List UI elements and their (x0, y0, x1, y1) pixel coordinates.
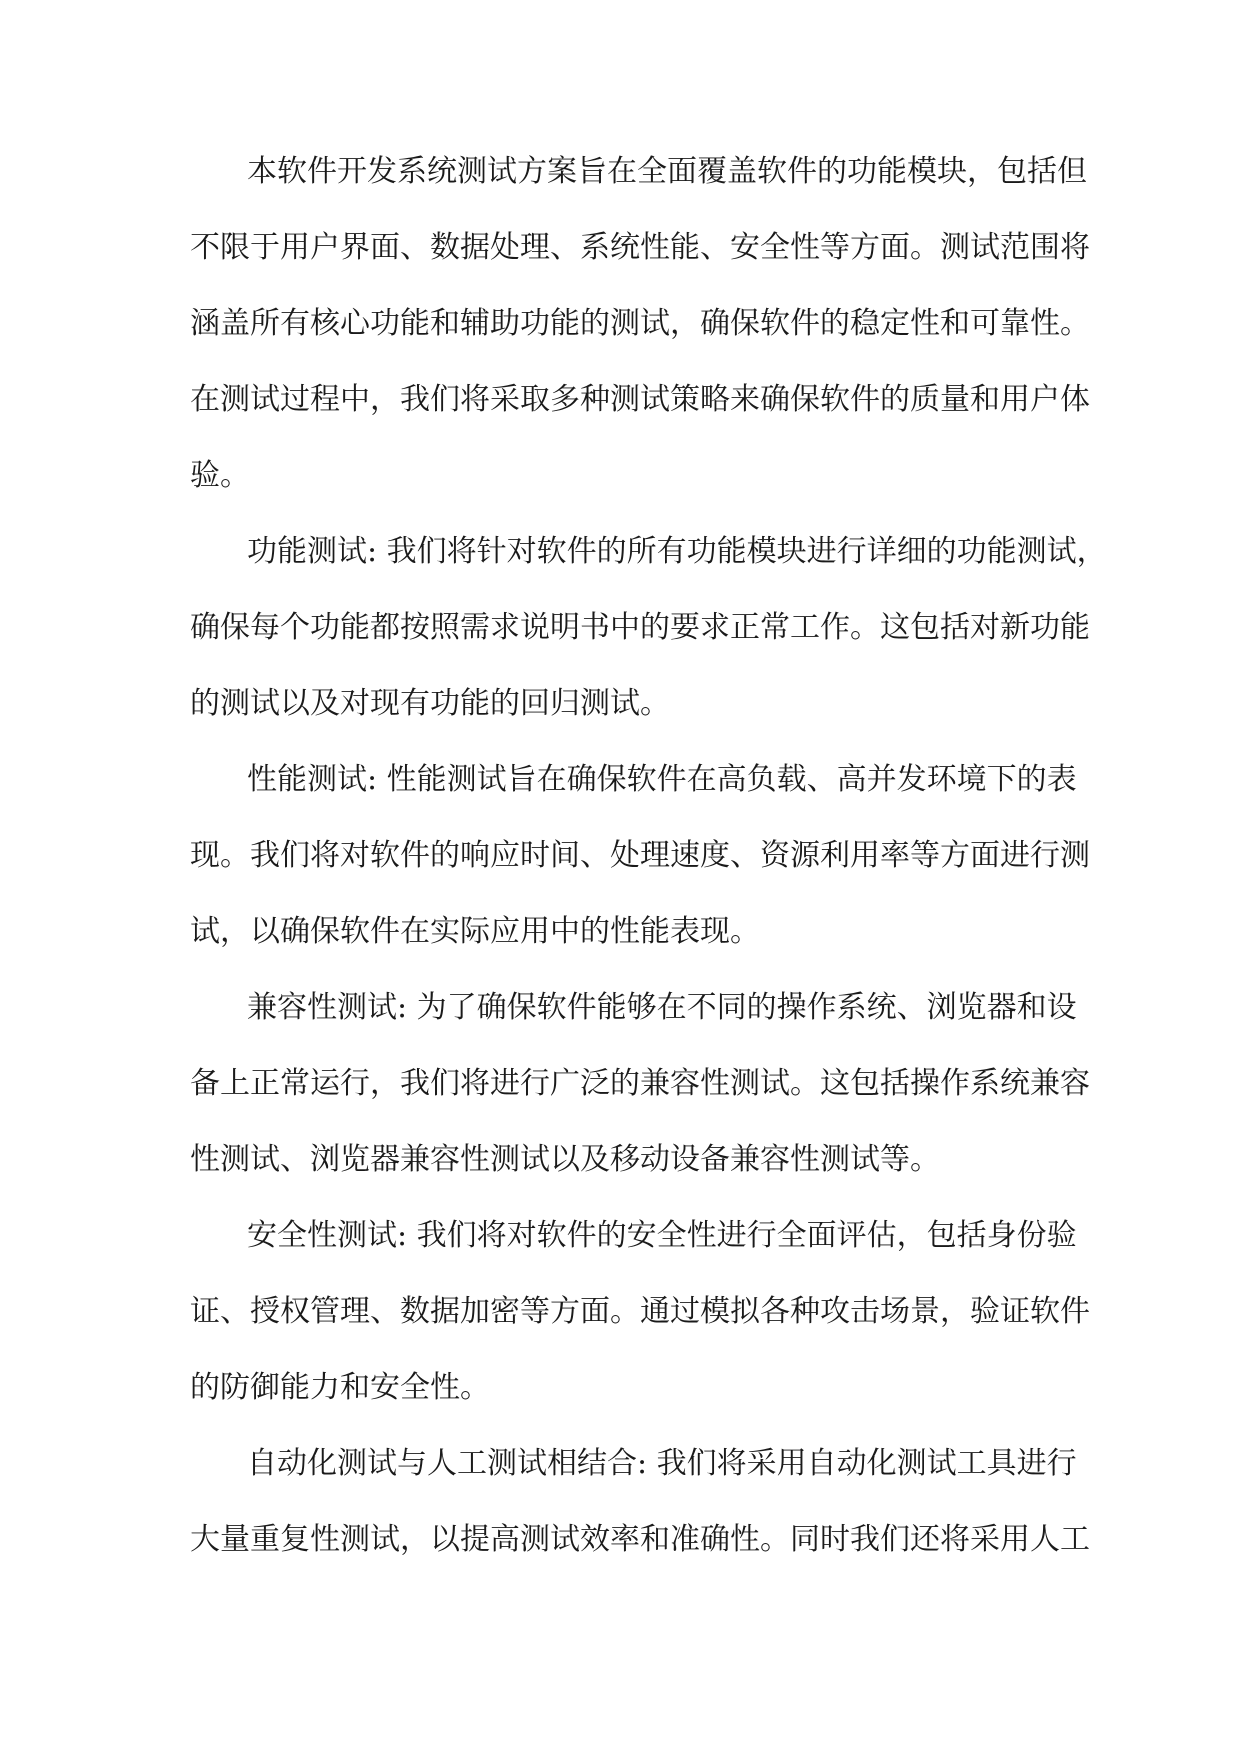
paragraph-6-line-2: 大量重复性测试，以提高测试效率和准确性。同时我们还将采用人工 (190, 1522, 1090, 1557)
paragraph-5-line-2: 证、授权管理、数据加密等方面。通过模拟各种攻击场景，验证软件 (190, 1294, 1090, 1329)
paragraph-5-line-3: 的防御能力和安全性。 (190, 1370, 490, 1405)
paragraph-4-line-2: 备上正常运行，我们将进行广泛的兼容性测试。这包括操作系统兼容 (190, 1066, 1090, 1101)
paragraph-1-line-5: 验。 (190, 458, 250, 493)
paragraph-1-line-2: 不限于用户界面、数据处理、系统性能、安全性等方面。测试范围将 (190, 230, 1090, 265)
paragraph-4-line-3: 性测试、浏览器兼容性测试以及移动设备兼容性测试等。 (190, 1142, 940, 1177)
paragraph-5-line-1: 安全性测试: 我们将对软件的安全性进行全面评估，包括身份验 (247, 1218, 1077, 1253)
paragraph-2-line-3: 的测试以及对现有功能的回归测试。 (190, 686, 670, 721)
paragraph-1-line-1: 本软件开发系统测试方案旨在全面覆盖软件的功能模块，包括但 (247, 154, 1087, 189)
paragraph-4-line-1: 兼容性测试: 为了确保软件能够在不同的操作系统、浏览器和设 (247, 990, 1077, 1025)
paragraph-2-line-2: 确保每个功能都按照需求说明书中的要求正常工作。这包括对新功能 (190, 610, 1090, 645)
paragraph-1-line-4: 在测试过程中，我们将采取多种测试策略来确保软件的质量和用户体 (190, 382, 1090, 417)
paragraph-3-line-1: 性能测试: 性能测试旨在确保软件在高负载、高并发环境下的表 (247, 762, 1077, 797)
paragraph-2-line-1: 功能测试: 我们将针对软件的所有功能模块进行详细的功能测试， (247, 534, 1107, 569)
paragraph-3-line-3: 试，以确保软件在实际应用中的性能表现。 (190, 914, 760, 949)
paragraph-3-line-2: 现。我们将对软件的响应时间、处理速度、资源利用率等方面进行测 (190, 838, 1090, 873)
paragraph-6-line-1: 自动化测试与人工测试相结合: 我们将采用自动化测试工具进行 (247, 1446, 1077, 1481)
paragraph-1-line-3: 涵盖所有核心功能和辅助功能的测试，确保软件的稳定性和可靠性。 (190, 306, 1090, 341)
